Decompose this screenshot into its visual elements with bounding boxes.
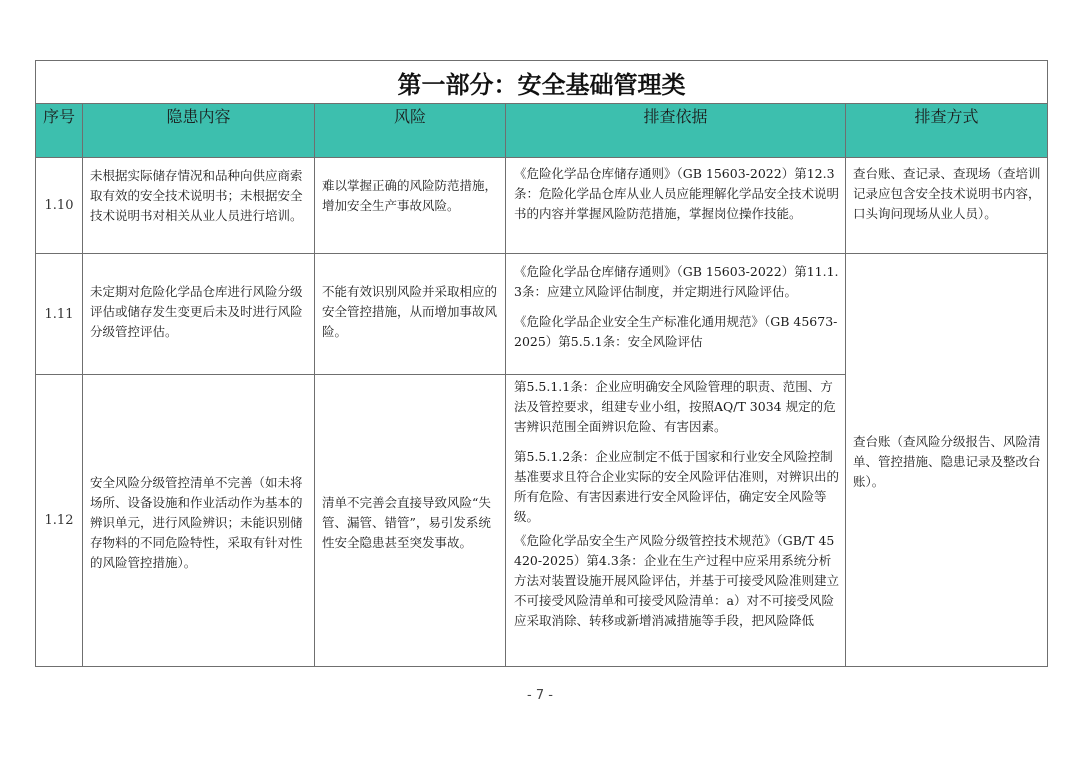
row-number: 1.10 bbox=[36, 158, 83, 254]
risk-cell: 清单不完善会直接导致风险“失管、漏管、错管”，易引发系统性安全隐患甚至突发事故。 bbox=[315, 375, 506, 667]
basis-paragraph: 《危险化学品企业安全生产标准化通用规范》（GB 45673-2025）第5.5.1条：安全风险评估 bbox=[514, 314, 838, 349]
header-no: 序号 bbox=[36, 104, 83, 158]
hazard-cell: 安全风险分级管控清单不完善（如未将场所、设备设施和作业活动作为基本的辨识单元，进行风险辨识；未能识别储存物料的不同危险特性，采取有针对性的风险管控措施）。 bbox=[83, 375, 315, 667]
risk-cell: 不能有效识别风险并采取相应的安全管控措施，从而增加事故风险。 bbox=[315, 254, 506, 375]
hazard-cell: 未根据实际储存情况和品种向供应商索取有效的安全技术说明书；未根据安全技术说明书对相关从业人员进行培训。 bbox=[83, 158, 315, 254]
hazard-table bbox=[35, 60, 1048, 667]
risk-cell: 难以掌握正确的风险防范措施，增加安全生产事故风险。 bbox=[315, 158, 506, 254]
basis-paragraph: 《危险化学品安全生产风险分级管控技术规范》（GB/T 45420-2025）第4.3条：企业在生产过程中应采用系统分析方法对装置设施开展风险评估，并基于可接受风险准则建立不可接受风险清单和可接受风险清单：a）对不可接受风险应采取消除、转移或新增消减措施等手段，把风险降低 bbox=[514, 533, 840, 628]
basis-paragraph: 《危险化学品仓库储存通则》（GB 15603-2022）第12.3条：危险化学品仓库从业人员应能理解化学品安全技术说明书的内容并掌握风险防范措施，掌握岗位操作技能。 bbox=[514, 166, 840, 221]
basis-paragraph: 《危险化学品仓库储存通则》（GB 15603-2022）第11.1.3条：应建立风险评估制度，并定期进行风险评估。 bbox=[514, 264, 839, 299]
header-risk: 风险 bbox=[315, 104, 506, 158]
section-title: 第一部分：安全基础管理类 bbox=[36, 61, 1048, 104]
basis-cell bbox=[506, 375, 846, 667]
table-row bbox=[36, 254, 1048, 375]
title-row bbox=[36, 61, 1048, 104]
table-row bbox=[36, 158, 1048, 254]
basis-paragraph: 第5.5.1.1条：企业应明确安全风险管理的职责、范围、方法及管控要求，组建专业小组，按照AQ/T 3034 规定的危害辨识范围全面辨识危险、有害因素。 bbox=[514, 379, 836, 434]
header-method: 排查方式 bbox=[846, 104, 1048, 158]
header-basis: 排查依据 bbox=[506, 104, 846, 158]
page-number: - 7 - bbox=[527, 688, 553, 703]
header-hazard: 隐患内容 bbox=[83, 104, 315, 158]
basis-cell bbox=[506, 254, 846, 375]
row-number: 1.11 bbox=[36, 254, 83, 375]
basis-paragraph: 第5.5.1.2条：企业应制定不低于国家和行业安全风险控制基准要求且符合企业实际的安全风险评估准则，对辨识出的所有危险、有害因素进行安全风险评估，确定安全风险等级。 bbox=[514, 449, 840, 524]
header-row bbox=[36, 104, 1048, 158]
row-number: 1.12 bbox=[36, 375, 83, 667]
hazard-cell: 未定期对危险化学品仓库进行风险分级评估或储存发生变更后未及时进行风险分级管控评估。 bbox=[83, 254, 315, 375]
method-cell: 查台账、查记录、查现场（查培训记录应包含安全技术说明书内容，口头询问现场从业人员）。 bbox=[846, 158, 1048, 254]
method-cell: 查台账（查风险分级报告、风险清单、管控措施、隐患记录及整改台账）。 bbox=[846, 254, 1048, 667]
basis-cell bbox=[506, 158, 846, 254]
